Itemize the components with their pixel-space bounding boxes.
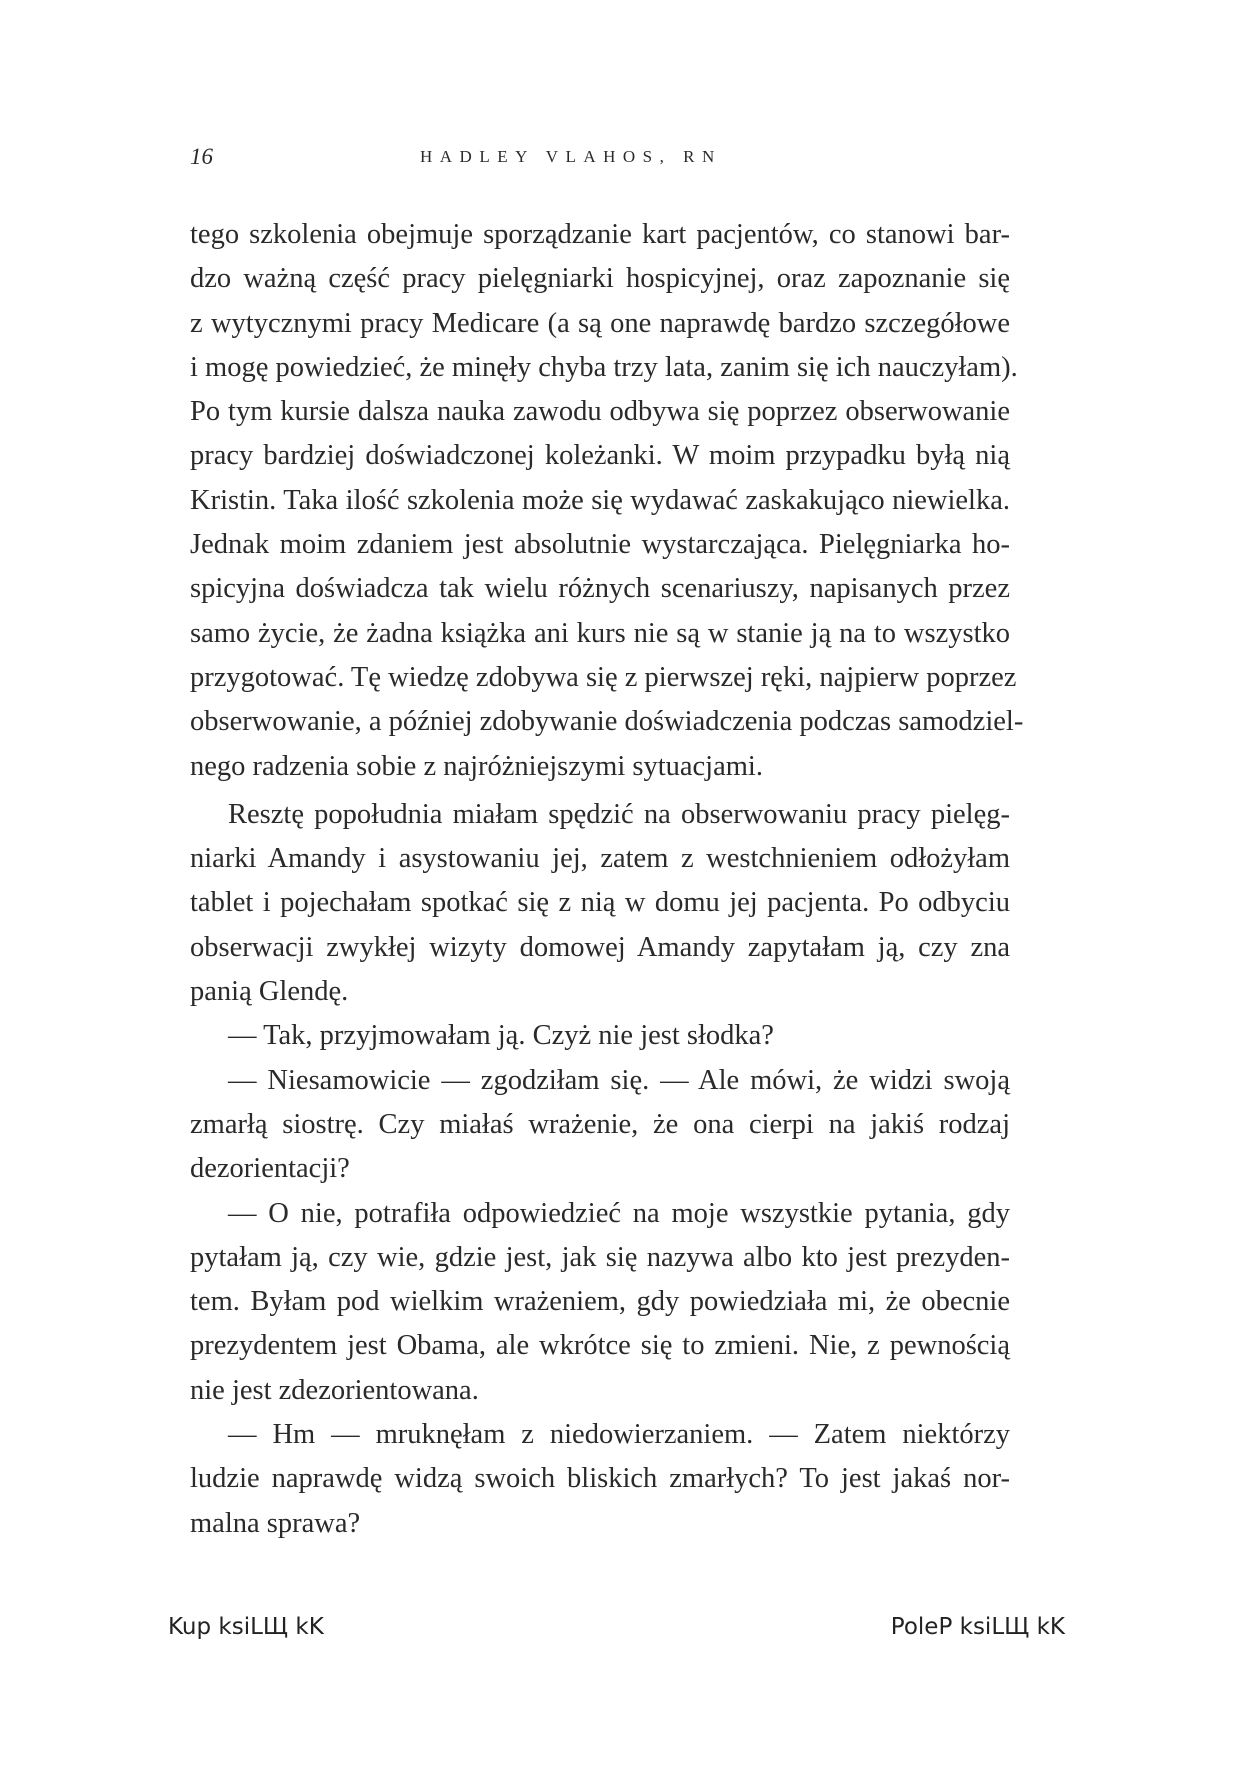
text-line: obserwacji zwykłej wizyty domowej Amandy zapytałam ją, czy zna	[190, 931, 1010, 963]
buy-book-link[interactable]: Kup ksiLЩ kK	[168, 1614, 324, 1640]
text-line: Kristin. Taka ilość szkolenia może się wydawać zaskakująco niewielka.	[190, 484, 1010, 516]
text-line: samo życie, że żadna książka ani kurs nie są w stanie ją na to wszystko	[190, 617, 1010, 649]
body-text	[190, 213, 1024, 1546]
recommend-book-link[interactable]: PoleP ksiLЩ kK	[890, 1614, 1065, 1640]
text-line: nego radzenia sobie z najróżniejszymi sytuacjami.	[190, 750, 763, 782]
text-line: panią Glendę.	[190, 976, 349, 1008]
text-line: i mogę powiedzieć, że minęły chyba trzy lata, zanim się ich nauczyłam).	[190, 351, 1018, 383]
text-line: nie jest zdezorientowana.	[190, 1374, 479, 1406]
text-line: zmarłą siostrę. Czy miałaś wrażenie, że ona cierpi na jakiś rodzaj	[190, 1108, 1010, 1140]
text-line: pytałam ją, czy wie, gdzie jest, jak się nazywa albo kto jest prezyden-	[190, 1241, 1010, 1273]
text-line: — Niesamowicie — zgodziłam się. — Ale mówi, że widzi swoją	[228, 1064, 1010, 1096]
text-line: Jednak moim zdaniem jest absolutnie wystarczająca. Pielęgniarka ho-	[190, 529, 1010, 561]
text-line: Po tym kursie dalsza nauka zawodu odbywa się poprzez obserwowanie	[190, 396, 1010, 428]
text-line: tem. Byłam pod wielkim wrażeniem, gdy powiedziała mi, że obecnie	[190, 1286, 1010, 1318]
text-line: przygotować. Tę wiedzę zdobywa się z pierwszej ręki, najpierw poprzez	[190, 661, 1017, 693]
text-line: dzo ważną część pracy pielęgniarki hospicyjnej, oraz zapoznanie się	[190, 263, 1010, 295]
text-line: dezorientacji?	[190, 1153, 350, 1185]
text-line: obserwowanie, a później zdobywanie doświadczenia podczas samodziel-	[190, 706, 1024, 738]
running-head: HADLEY VLAHOS, RN	[420, 147, 722, 166]
text-line: niarki Amandy i asystowaniu jej, zatem z westchnieniem odłożyłam	[190, 843, 1010, 875]
text-line: pracy bardziej doświadczonej koleżanki. W moim przypadku byłą nią	[190, 440, 1010, 472]
text-line: prezydentem jest Obama, ale wkrótce się to zmieni. Nie, z pewnością	[190, 1330, 1010, 1362]
text-line: — O nie, potrafiła odpowiedzieć na moje wszystkie pytania, gdy	[228, 1197, 1010, 1229]
text-line: — Hm — mruknęłam z niedowierzaniem. — Zatem niektórzy	[228, 1419, 1010, 1451]
text-line: ludzie naprawdę widzą swoich bliskich zmarłych? To jest jakaś nor-	[190, 1463, 1010, 1495]
text-line: malna sprawa?	[190, 1507, 361, 1539]
text-line: tablet i pojechałam spotkać się z nią w domu jej pacjenta. Po odbyciu	[190, 887, 1010, 919]
text-line: spicyjna doświadcza tak wielu różnych scenariuszy, napisanych przez	[190, 573, 1010, 605]
text-line: — Tak, przyjmowałam ją. Czyż nie jest słodka?	[228, 1020, 774, 1052]
text-line: Resztę popołudnia miałam spędzić na obserwowaniu pracy pielęg-	[228, 798, 1010, 830]
page-number: 16	[190, 144, 213, 169]
text-line: tego szkolenia obejmuje sporządzanie kart pacjentów, co stanowi bar-	[190, 219, 1010, 250]
text-line: z wytycznymi pracy Medicare (a są one naprawdę bardzo szczegółowe	[190, 307, 1010, 339]
